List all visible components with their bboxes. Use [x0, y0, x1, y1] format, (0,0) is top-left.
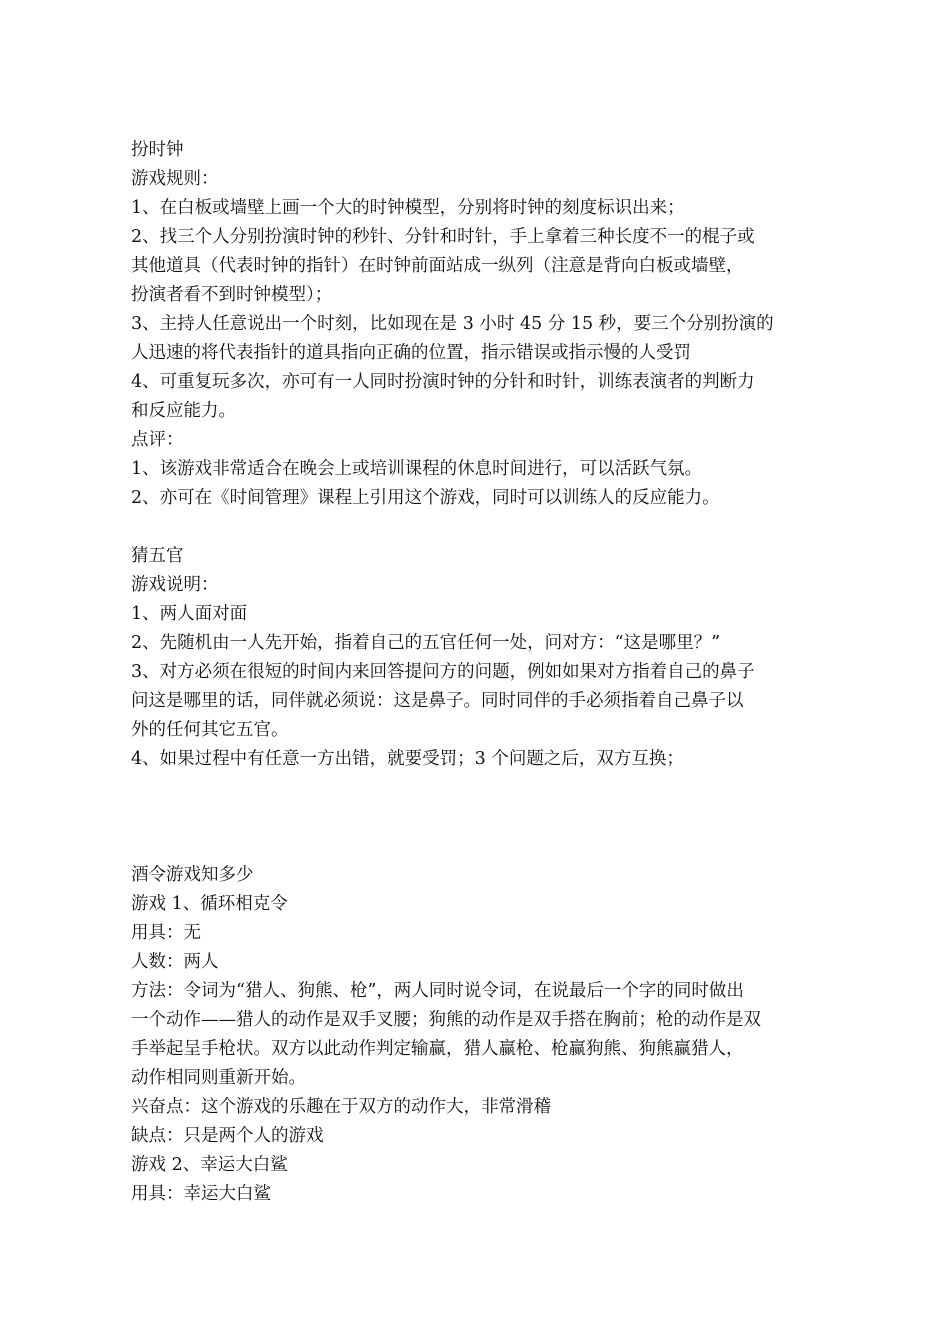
body-line: 2、先随机由一人先开始，指着自己的五官任何一处，问对方：“这是哪里？” [131, 633, 721, 653]
section-title-guess-features: 猜五官 [131, 546, 184, 566]
body-line: 3、对方必须在很短的时间内来回答提问方的问题，例如如果对方指着自己的鼻子 [131, 662, 755, 682]
body-line: 用具：无 [131, 923, 201, 943]
body-line: 动作相同则重新开始。 [131, 1068, 306, 1088]
body-line: 缺点：只是两个人的游戏 [131, 1126, 324, 1146]
section-spacer [131, 513, 821, 542]
document-body [131, 136, 821, 1209]
body-line: 2、亦可在《时间管理》课程上引用这个游戏，同时可以训练人的反应能力。 [131, 488, 720, 508]
body-line: 1、该游戏非常适合在晚会上或培训课程的休息时间进行，可以活跃气氛。 [131, 459, 703, 479]
body-line: 游戏规则： [131, 169, 219, 189]
body-line: 4、可重复玩多次，亦可有一人同时扮演时钟的分针和时针，训练表演者的判断力 [131, 372, 755, 392]
body-line: 和反应能力。 [131, 401, 236, 421]
body-line: 问这是哪里的话，同伴就必须说：这是鼻子。同时同伴的手必须指着自己鼻子以 [131, 691, 744, 711]
body-line: 1、两人面对面 [131, 604, 248, 624]
body-line: 游戏 2、幸运大白鲨 [131, 1155, 288, 1175]
body-line: 点评： [131, 430, 184, 450]
body-line: 人数：两人 [131, 952, 219, 972]
body-line: 游戏 1、循环相克令 [131, 894, 288, 914]
body-line: 外的任何其它五官。 [131, 720, 289, 740]
body-line: 2、找三个人分别扮演时钟的秒针、分针和时针，手上拿着三种长度不一的棍子或 [131, 227, 755, 247]
body-line: 游戏说明： [131, 575, 219, 595]
body-line: 1、在白板或墙壁上画一个大的时钟模型，分别将时钟的刻度标识出来； [131, 198, 685, 218]
section-spacer [131, 774, 821, 861]
body-line: 手举起呈手枪状。双方以此动作判定输赢，猎人赢枪、枪赢狗熊、狗熊赢猎人， [131, 1039, 744, 1059]
body-line: 方法：令词为“猎人、狗熊、枪”，两人同时说令词，在说最后一个字的同时做出 [131, 981, 744, 1001]
body-line: 人迅速的将代表指针的道具指向正确的位置，指示错误或指示慢的人受罚 [131, 343, 691, 363]
section-title-clock: 扮时钟 [131, 140, 184, 160]
section-title-drinking-games: 酒令游戏知多少 [131, 865, 254, 885]
body-line: 其他道具（代表时钟的指针）在时钟前面站成一纵列（注意是背向白板或墙壁， [131, 256, 744, 276]
body-line: 4、如果过程中有任意一方出错，就要受罚；3 个问题之后，双方互换； [131, 749, 684, 769]
body-line: 3、主持人任意说出一个时刻，比如现在是 3 小时 45 分 15 秒，要三个分别扮演的 [131, 314, 774, 334]
body-line: 扮演者看不到时钟模型）； [131, 285, 333, 305]
body-line: 一个动作——猎人的动作是双手叉腰；狗熊的动作是双手搭在胸前；枪的动作是双 [131, 1010, 761, 1030]
body-line: 用具：幸运大白鲨 [131, 1184, 271, 1204]
body-line: 兴奋点：这个游戏的乐趣在于双方的动作大，非常滑稽 [131, 1097, 551, 1117]
